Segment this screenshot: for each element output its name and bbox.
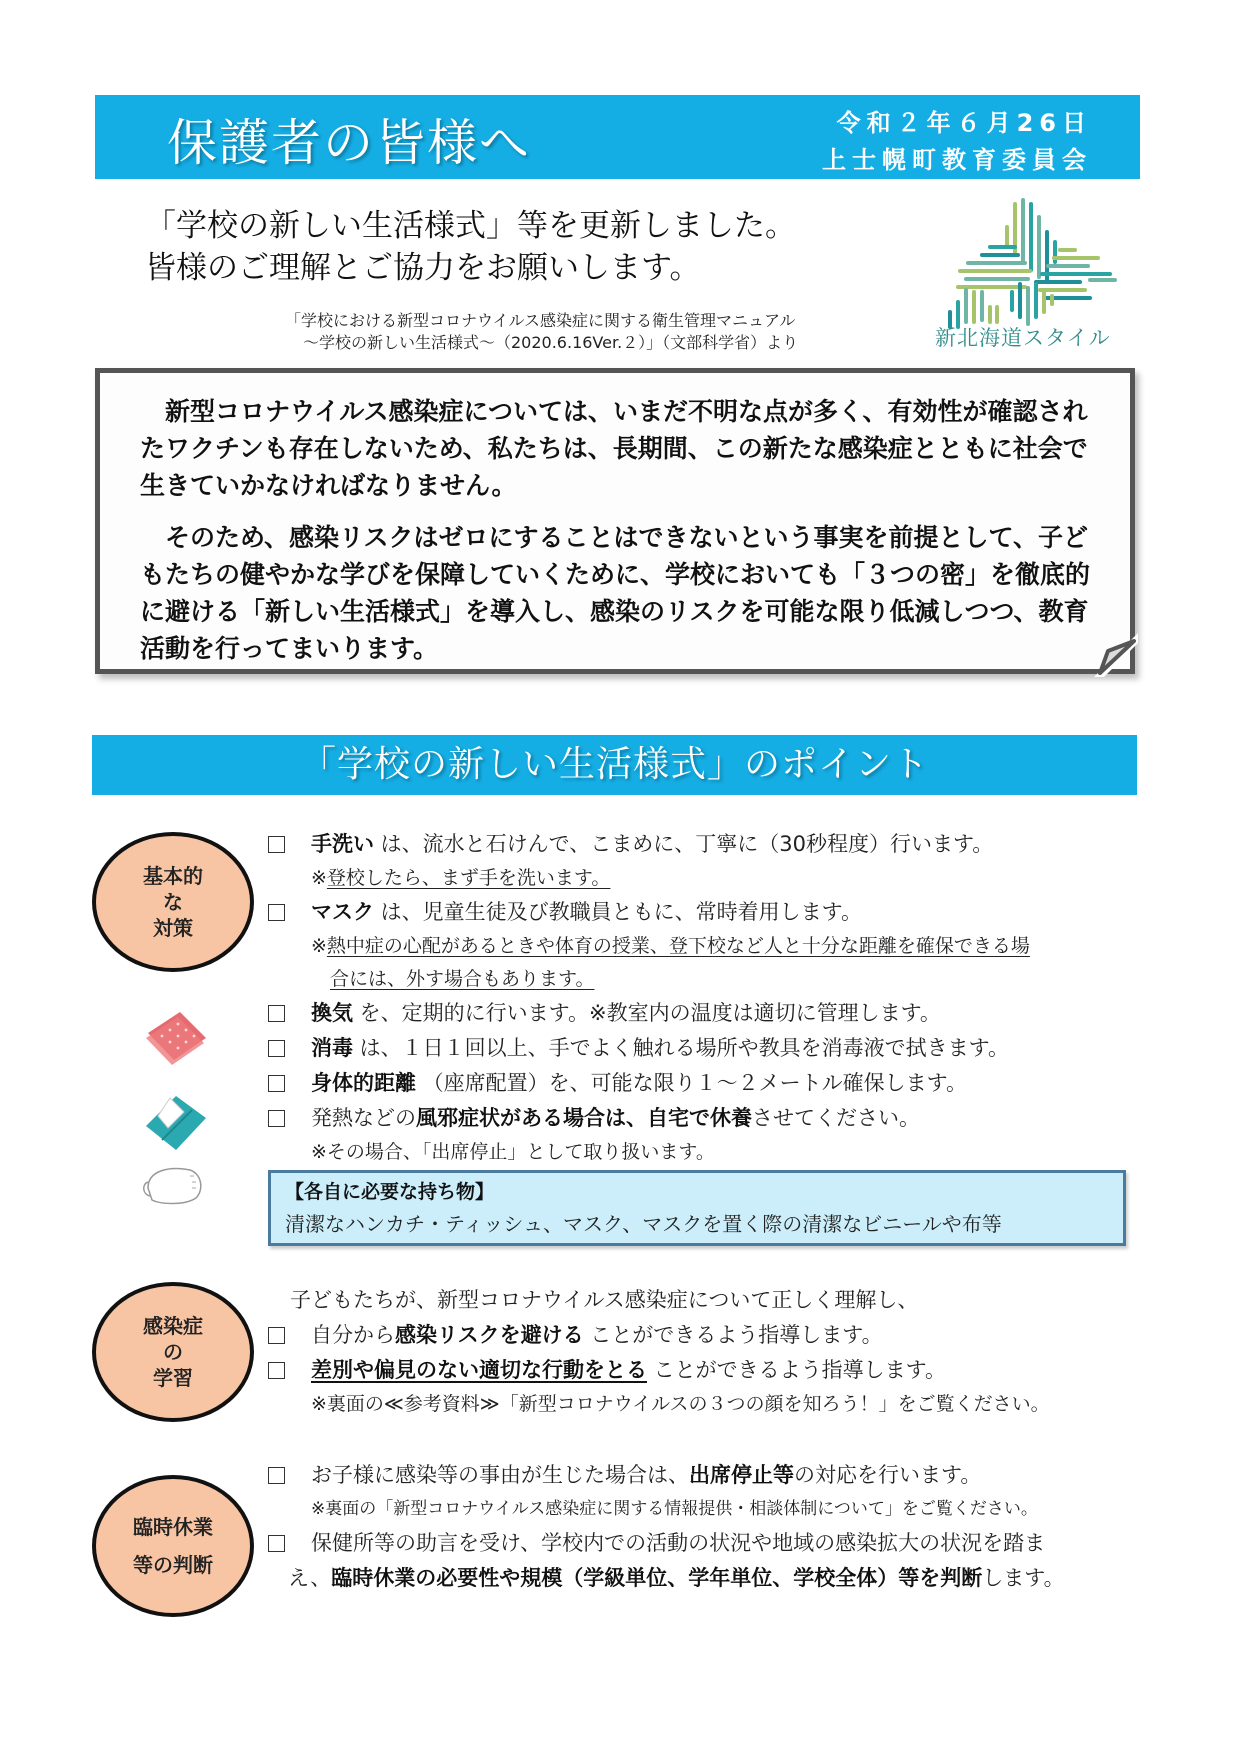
- label-line: 等の判断: [133, 1553, 213, 1577]
- closure-judgement-continuation: [268, 1561, 1148, 1596]
- mask-icon: [140, 1160, 210, 1208]
- label-line: 対策: [153, 916, 193, 940]
- item-keyword: マスク: [311, 900, 374, 924]
- item-text: の対応を行います。: [794, 1463, 982, 1487]
- belongings-body: 清潔なハンカチ・ティッシュ、マスク、マスクを置く際の清潔なビニールや布等: [285, 1212, 1002, 1236]
- item-text: お子様に感染等の事由が生じた場合は、: [311, 1463, 689, 1487]
- checkbox-icon: [268, 1535, 285, 1552]
- handkerchief-icon: [140, 1008, 210, 1068]
- lead-line-1: 「学校の新しい生活様式」等を更新しました。: [145, 208, 796, 244]
- checkbox-icon: [268, 836, 285, 853]
- note-symptoms: ※その場合、「出席停止」として取り扱います。: [311, 1141, 715, 1163]
- learning-intro: 子どもたちが、新型コロナウイルス感染症について正しく理解し、: [290, 1288, 919, 1312]
- item-text: ことができるよう指導します。: [583, 1323, 883, 1347]
- checklist-item-distance: [268, 1066, 1148, 1101]
- closure-list: [268, 1458, 1148, 1596]
- section-label-infection-learning: [92, 1282, 254, 1422]
- checklist-item-handwashing: [268, 827, 1148, 862]
- item-keyword: 身体的距離: [311, 1071, 416, 1095]
- item-keyword: 出席停止等: [689, 1463, 794, 1487]
- source-citation: [285, 310, 798, 354]
- lead-message: [145, 205, 796, 289]
- source-line-2: ～学校の新しい生活様式～（2020.6.16Ver.２）」（文部科学省）より: [303, 333, 799, 352]
- item-text: は、流水と石けんで、こまめに、丁寧に（30秒程度）行います。: [374, 832, 994, 856]
- checklist-item-attendance-suspension: [268, 1458, 1148, 1493]
- item-keyword: 感染リスクを避ける: [395, 1323, 584, 1347]
- checklist-item-disinfection: [268, 1031, 1148, 1066]
- label-line: 臨時休業: [133, 1515, 213, 1539]
- checklist-item-closure-judgement: [268, 1526, 1148, 1561]
- item-keyword: 手洗い: [311, 832, 374, 856]
- note-text: 合には、外す場合もあります。: [330, 968, 595, 990]
- checklist-item-ventilation: [268, 996, 1148, 1031]
- checklist-item-mask: [268, 895, 1148, 930]
- item-text: を、定期的に行います。※教室内の温度は適切に管理します。: [353, 1001, 941, 1025]
- note-prefix: ※: [311, 867, 327, 889]
- note-learning: ※裏面の≪参考資料≫「新型コロナウイルスの３つの顔を知ろう！」をご覧ください。: [311, 1393, 1050, 1415]
- logo-text: 新北海道スタイル: [935, 326, 1111, 350]
- note-text: 熱中症の心配があるときや体育の授業、登下校など人と十分な距離を確保できる場: [326, 935, 1030, 957]
- item-keyword: 差別や偏見のない適切な行動をとる: [311, 1358, 647, 1382]
- item-text: は、児童生徒及び教職員ともに、常時着用します。: [374, 900, 862, 924]
- item-text: え、: [288, 1566, 332, 1590]
- source-line-1: 「学校における新型コロナウイルス感染症に関する衛生管理マニュアル: [285, 311, 796, 330]
- checkbox-icon: [268, 1362, 285, 1379]
- issue-date: 令和２年６月26日: [836, 109, 1092, 137]
- belongings-box: [268, 1170, 1126, 1246]
- section-label-basic-measures: [92, 832, 254, 972]
- checkbox-icon: [268, 1005, 285, 1022]
- item-text: ことができるよう指導します。: [647, 1358, 946, 1382]
- item-text: させてください。: [752, 1106, 920, 1130]
- note-mask-cont: [268, 963, 1148, 996]
- item-text: は、１日１回以上、手でよく触れる場所や教具を消毒液で拭きます。: [353, 1036, 1009, 1060]
- note-prefix: ※: [311, 935, 327, 957]
- checkbox-icon: [268, 904, 285, 921]
- item-text: 保健所等の助言を受け、学校内での活動の状況や地域の感染拡大の状況を踏ま: [311, 1531, 1046, 1555]
- note-mask: [268, 930, 1148, 963]
- header-band: [95, 95, 1140, 179]
- belongings-heading: 【各自に必要な持ち物】: [285, 1181, 495, 1203]
- label-line: 感染症: [143, 1314, 203, 1338]
- lead-line-2: 皆様のご理解とご協力をお願いします。: [145, 250, 701, 286]
- label-line: 学習: [153, 1366, 193, 1390]
- notice-paragraph-2: そのため、感染リスクはゼロにすることはできないという事実を前提として、子どもたちの健やかな学びを保障していくために、学校においても「３つの密」を徹底的に避ける「新しい生活様式」を導入し、感染のリスクを可能な限り低減しつつ、教育活動を行ってまいります。: [140, 523, 1091, 663]
- label-line: の: [163, 1340, 183, 1364]
- points-section-title: 「学校の新しい生活様式」のポイント: [92, 735, 1137, 795]
- checklist-item-symptoms: [268, 1101, 1148, 1136]
- item-keyword: 消毒: [311, 1036, 353, 1060]
- tissue-icon: [140, 1088, 210, 1158]
- item-keyword: 臨時休業の必要性や規模（学級単位、学年単位、学校全体）等を判断: [331, 1566, 983, 1590]
- checklist-item-avoid-risk: [268, 1318, 1148, 1353]
- item-text: 自分から: [311, 1323, 395, 1347]
- checkbox-icon: [268, 1040, 285, 1057]
- note-handwashing: [268, 862, 1148, 895]
- section-label-temporary-closure: [92, 1475, 254, 1617]
- page-curl-icon: [1094, 633, 1138, 677]
- issuer-organization: 上士幌町教育委員会: [822, 146, 1092, 174]
- label-line: 基本的: [143, 864, 203, 888]
- basic-measures-list: [268, 827, 1148, 1169]
- notice-paragraph-1: 新型コロナウイルス感染症については、いまだ不明な点が多く、有効性が確認されたワクチンも存在しないため、私たちは、長期間、この新たな感染症とともに社会で生きていかなければなりません。: [140, 397, 1088, 500]
- checkbox-icon: [268, 1467, 285, 1484]
- note-text: 登校したら、まず手を洗います。: [326, 867, 611, 889]
- checkbox-icon: [268, 1075, 285, 1092]
- note-closure: ※裏面の「新型コロナウイルス感染症に関する情報提供・相談体制について」をご覧ください。: [311, 1499, 1038, 1519]
- checkbox-icon: [268, 1110, 285, 1127]
- item-text: （座席配置）を、可能な限り１～２メートル確保します。: [416, 1071, 967, 1095]
- notice-box: [95, 368, 1135, 674]
- label-line: な: [163, 890, 183, 914]
- checkbox-icon: [268, 1327, 285, 1344]
- item-text: します。: [982, 1566, 1065, 1590]
- page-title: 保護者の皆様へ: [167, 114, 531, 172]
- learning-list: [268, 1283, 1148, 1421]
- item-text: 発熱などの: [311, 1106, 416, 1130]
- checklist-item-no-discrimination: [268, 1353, 1148, 1388]
- item-keyword: 換気: [311, 1001, 353, 1025]
- item-keyword: 風邪症状がある場合は、自宅で休養: [416, 1106, 752, 1130]
